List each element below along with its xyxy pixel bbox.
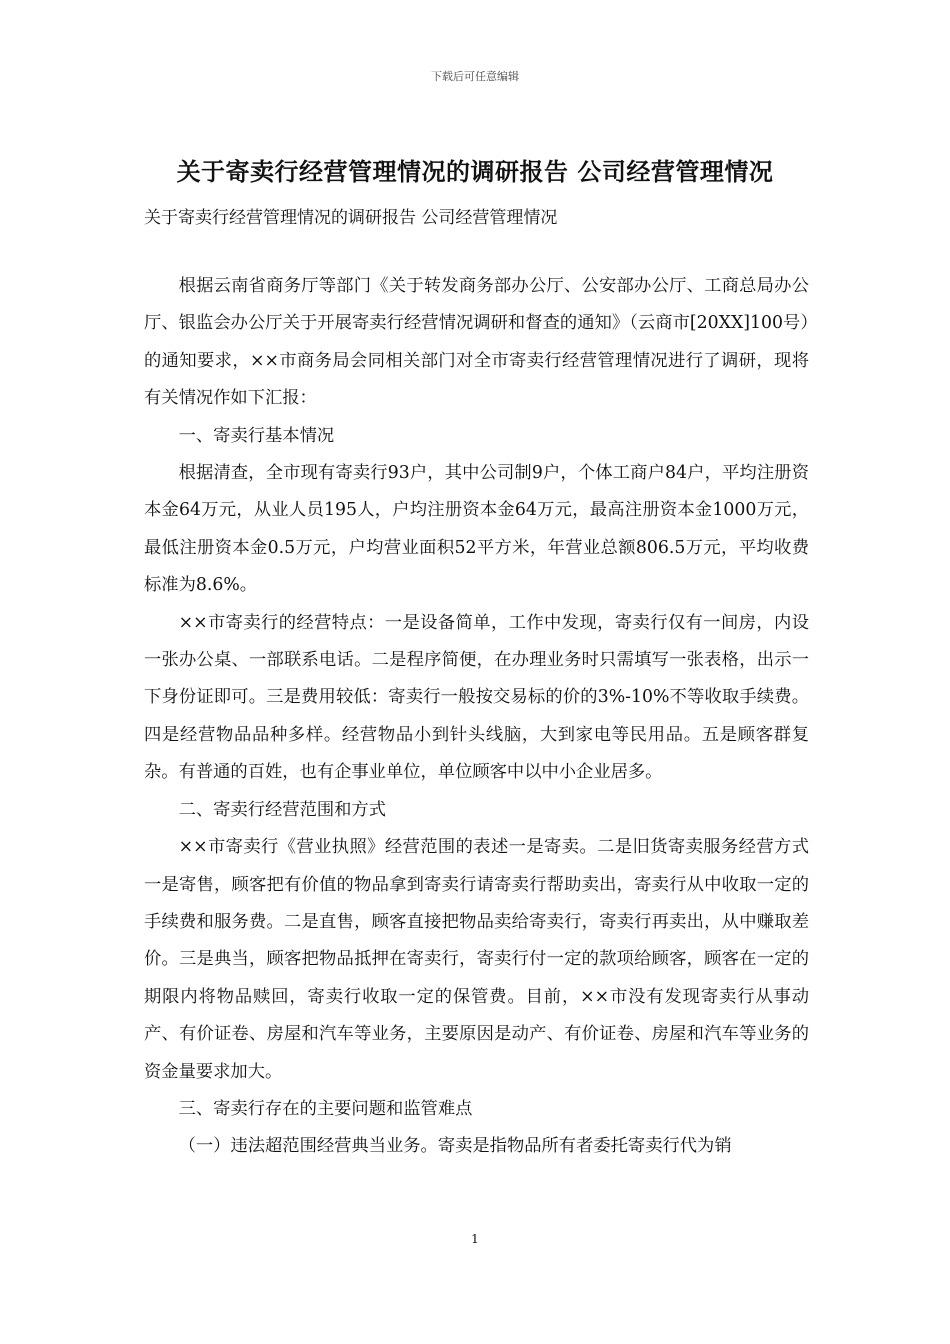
- section-heading-2: 二、寄卖行经营范围和方式: [178, 799, 386, 820]
- paragraph-scope: ××市寄卖行《营业执照》经营范围的表述一是寄卖。二是旧货寄卖服务经营方式一是寄售，顾客把有价值的物品拿到寄卖行请寄卖行帮助卖出，寄卖行从中收取一定的手续费和服务费。二是直售，顾客直接把物品卖给寄卖行，寄卖行再卖出，从中赚取差价。三是典当，顾客把物品抵押在寄卖行，寄卖行付一定的款项给顾客，顾客在一定的期限内将物品赎回，寄卖行收取一定的保管费。目前，××市没有发现寄卖行从事动产、有价证卷、房屋和汽车等业务，主要原因是动产、有价证卷、房屋和汽车等业务的资金量要求加大。: [144, 837, 809, 1082]
- paragraph-features: ××市寄卖行的经营特点：一是设备简单，工作中发现，寄卖行仅有一间房，内设一张办公桌、一部联系电话。二是程序简便，在办理业务时只需填写一张表格，出示一下身份证即可。三是费用较低：寄卖行一般按交易标的价的3%-10%不等收取手续费。四是经营物品品种多样。经营物品小到针头线脑，大到家电等民用品。五是顾客群复杂。有普通的百姓，也有企事业单位，单位顾客中以中小企业居多。: [144, 612, 809, 783]
- section-heading-1: 一、寄卖行基本情况: [178, 425, 335, 446]
- paragraph-basic-info: 根据清查，全市现有寄卖行93户，其中公司制9户，个体工商户84户，平均注册资本金64万元，从业人员195人，户均注册资本金64万元，最高注册资本金1000万元，最低注册资本金0.5万元，户均营业面积52平方米，年营业总额806.5万元，平均收费标准为8.6%。: [144, 463, 809, 596]
- page-number: 1: [471, 1232, 479, 1246]
- section-heading-3: 三、寄卖行存在的主要问题和监管难点: [178, 1098, 473, 1119]
- document-title: 关于寄卖行经营管理情况的调研报告 公司经营管理情况: [176, 157, 774, 186]
- header-note: 下载后可任意编辑: [431, 70, 519, 83]
- document-body: [144, 268, 809, 1166]
- document-subtitle: 关于寄卖行经营管理情况的调研报告 公司经营管理情况: [144, 208, 558, 228]
- paragraph-intro: 根据云南省商务厅等部门《关于转发商务部办公厅、公安部办公厅、工商总局办公厅、银监会办公厅关于开展寄卖行经营情况调研和督查的通知》（云商市[20XX]100号）的通知要求，××市商务局会同相关部门对全市寄卖行经营管理情况进行了调研，现将有关情况作如下汇报：: [144, 276, 809, 409]
- paragraph-problems: （一）违法超范围经营典当业务。寄卖是指物品所有者委托寄卖行代为销: [178, 1136, 732, 1157]
